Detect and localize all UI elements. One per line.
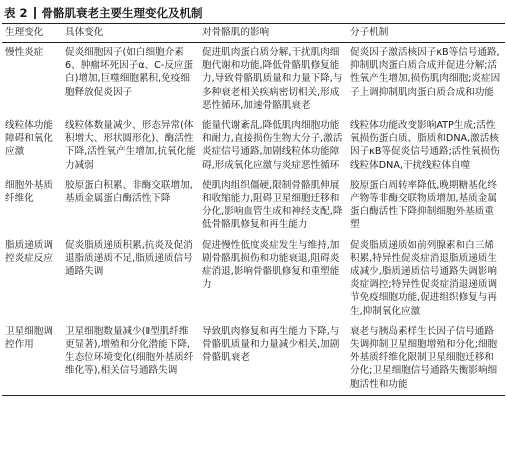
table-title-text: 骨骼肌衰老主要生理变化及机制 (41, 6, 203, 20)
header-effect: 对骨骼肌的影响 (199, 24, 347, 43)
cell-detail: 胶原蛋白积累、非酶交联增加,基质金属蛋白酶活性下降 (65, 179, 193, 205)
cell-change: 卫星细胞调控作用 (2, 322, 62, 396)
cell-effect: 导致肌肉修复和再生能力下降,与骨骼肌质量和力量减少相关,加剧骨骼肌衰老 (199, 322, 347, 396)
cell-mechanism: 衰老与胰岛素样生长因子信号通路失调抑制卫星细胞增殖和分化;细胞外基质纤维化限制卫星细胞迁移和分化;卫星细胞信号通路失衡影响细胞活性和功能 (347, 322, 505, 396)
table-title (2, 3, 505, 23)
table-number: 表 2 (4, 6, 28, 20)
cell-effect: 使肌肉组织僵硬,限制骨骼肌伸展和收缩能力,阻碍卫星细胞迁移和分化,影响血管生成和神经支配,降低骨骼肌修复和再生能力 (202, 179, 343, 231)
cell-effect: 促进肌肉蛋白质分解,干扰肌肉细胞代谢和功能,降低骨骼肌修复能力,导致骨骼肌质量和力量下降,与多种衰老相关疾病密切相关,形成恶性循环,加速骨骼肌衰老 (202, 47, 343, 111)
cell-detail: 卫星细胞数量减少(Ⅱ型肌纤维更显著),增殖和分化潜能下降,生态位环境变化(细胞外基质纤维化等),相关信号通路失调 (62, 322, 199, 396)
cell-change: 细胞外基质纤维化 (5, 179, 53, 205)
table-row (2, 43, 505, 117)
cell-mechanism: 线粒体功能改变影响ATP生成;活性氧损伤蛋白质、脂质和DNA,激活核因子κB等促炎信号通路;活性氧损伤线粒体DNA,干扰线粒体自噬 (350, 120, 500, 171)
cell-mechanism: 促炎脂质递质如前列腺素和白三烯积累,特异性促炎症消退脂质递质生成减少,脂质递质信号通路失调影响炎症调控;特异性促炎症消退递质调节免疫细胞功能,促进组织修复与再生,抑制氧化应激 (350, 239, 498, 317)
cell-effect: 能量代谢紊乱,降低肌肉细胞功能和耐力,直接损伤生物大分子,激活炎症信号通路,加剧线粒体功能障碍,形成氧化应激与炎症恶性循环 (202, 120, 343, 171)
cell-change: 慢性炎症 (5, 47, 44, 58)
cell-detail: 线粒体数量减少、形态异常(体积增大、形状圆形化)、酶活性下降,活性氧产生增加,抗氧化能力减弱 (65, 120, 196, 171)
title-separator (34, 7, 36, 19)
header-detail: 具体变化 (62, 24, 199, 43)
header-change: 生理变化 (2, 24, 62, 43)
cell-mechanism: 促炎因子激活核因子κB等信号通路,抑制肌肉蛋白质合成并促进分解;活性氧产生增加,损伤肌肉细胞;炎症因子上调抑制肌肉蛋白质合成和功能 (350, 47, 501, 98)
cell-detail: 促炎脂质递质积累,抗炎及促消退脂质递质不足,脂质递质信号通路失调 (65, 239, 193, 278)
table-row (2, 236, 505, 322)
cell-detail: 促炎细胞因子(如白细胞介素6、肿瘤坏死因子α、C-反应蛋白)增加,巨噬细胞累积,免疫细胞释放促炎因子 (65, 47, 194, 98)
cell-mechanism: 胶原蛋白周转率降低,晚期糖基化终产物等非酶交联物质增加,基质金属蛋白酶活性下降抑制细胞外基质重塑 (350, 179, 497, 231)
table-row (2, 322, 505, 396)
header-mechanism: 分子机制 (347, 24, 505, 43)
table-header-row (2, 24, 505, 43)
physiology-table (2, 23, 505, 396)
cell-effect: 促进慢性低度炎症发生与维持,加剧骨骼肌损伤和功能衰退,阻碍炎症消退,影响骨骼肌修复和重塑能力 (202, 239, 340, 291)
table-row (2, 176, 505, 236)
table-row (2, 116, 505, 176)
cell-change: 线粒体功能障碍和氧化应激 (5, 120, 53, 158)
cell-change: 脂质递质调控炎症反应 (5, 239, 53, 264)
